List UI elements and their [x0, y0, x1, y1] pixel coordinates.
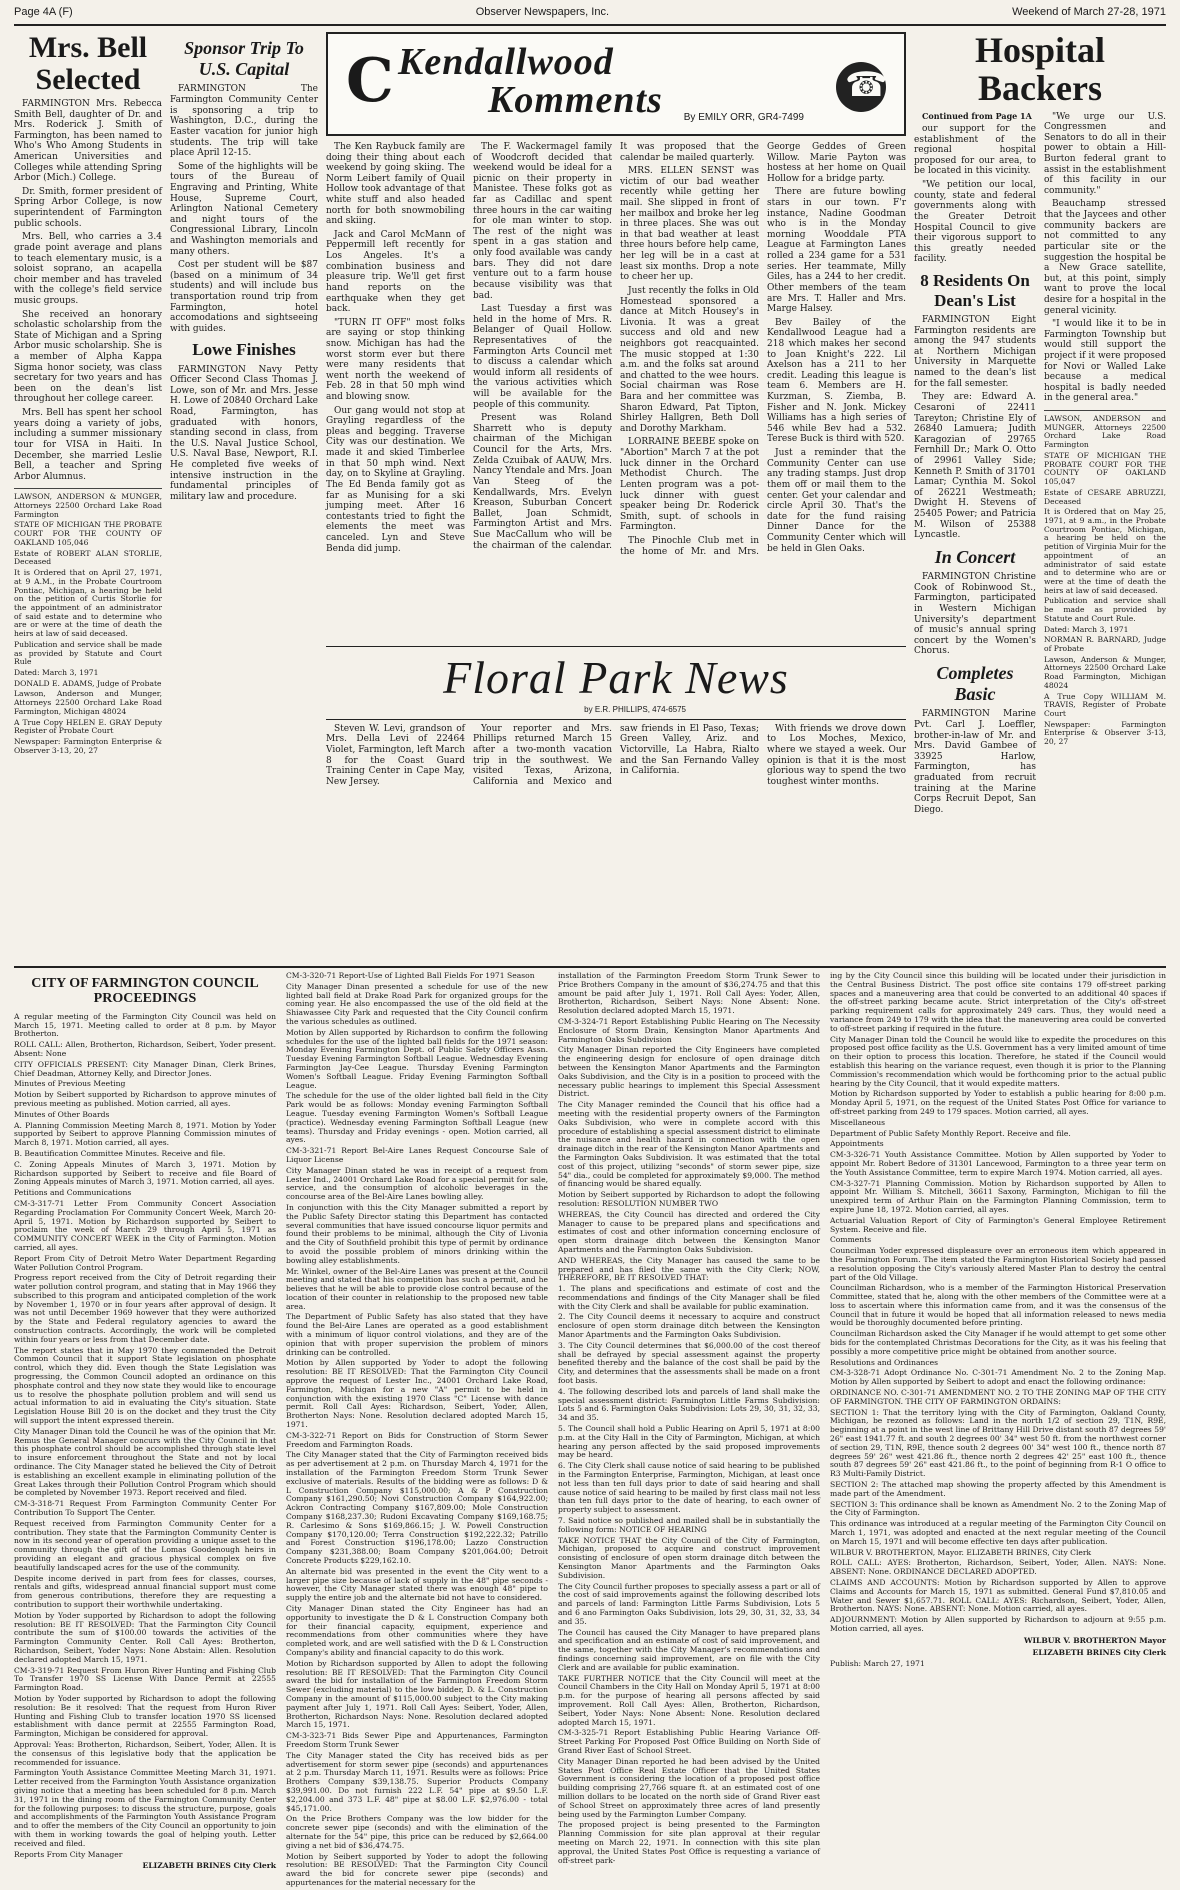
- bell-article: [14, 99, 162, 482]
- deans-headline: 8 Residents On Dean's List: [920, 270, 1030, 310]
- page-header: [14, 6, 1166, 26]
- paragraph: AND WHEREAS, the City Manager has caused the same to be prepared and has filed the same with the City Clerk; NOW, THEREFORE, BE IT RESOLVED THAT:: [558, 1255, 820, 1283]
- swirl-c-icon: C: [346, 46, 394, 116]
- paragraph: Appointments: [830, 1139, 884, 1149]
- paragraph: ing by the City Council since this building will be located under their jurisdiction in the Central Business District. The post office site contains 179 off-street parking spaces and a maneuvering area that could be converted to an additional 40 spaces if the off-street parking became acute. Strict interpretation of the City's off-street parking requirement calls for approximately 249 cars. Thus, they would need a variance from 249 to 179 with the idea that the maneuvering area could be converted to off-street parking if required in the future.: [830, 971, 1166, 1033]
- issue-date: Weekend of March 27-28, 1971: [1012, 6, 1166, 18]
- hospital-grid: [914, 112, 1166, 819]
- paragraph: Motion by Seibert supported by Richardson to approve minutes of previous meeting as published. Motion carried, all ayes.: [14, 1090, 276, 1108]
- paragraph: It is Ordered that on May 25, 1971, at 9 a.m., in the Probate Courtroom Pontiac, Michigan, a hearing be held on the petition of Virginia Muir for the appointment of an administrator of said estate and to determine who are or were at the time of death the heirs at law of said deceased.: [1044, 507, 1166, 595]
- sponsor-column: [170, 32, 318, 962]
- paragraph: CITY OFFICIALS PRESENT: City Manager Dinan, Clerk Brines, Chief Deadman, Attorney Kelly, and Director Jones.: [14, 1059, 276, 1078]
- paragraph: Motion by Richardson supported by Allen to adopt the following resolution: BE IT RESOLVED: That the Farmington City Council award the bid for installation of the Farmington Freedom Storm Sewer (excluding material) to the low bidder, D. & L. Construction Company in the amount of $115,000.00 subject to the City making payment after July 1, 1971. Roll Call Ayes: Seibert, Yoder, Allen, Brotherton, Richardson Nays: None. Resolution declared adopted March 15, 1971.: [286, 1658, 548, 1730]
- paragraph: TAKE FURTHER NOTICE that the City Council will meet at the Council Chambers in the City Hall on Monday April 5, 1971 at 8:00 p.m. for the purpose of hearing all persons affected by said improvement. Roll Call Ayes: Allen, Brotherton, Richardson, Seibert, Yoder Nays: None Absent: None. Resolution declared adopted March 15, 1971.: [558, 1673, 820, 1727]
- hospital-article-b: [1044, 112, 1166, 404]
- paragraph: ADJOURNMENT: Motion by Allen supported by Richardson to adjourn at 9:55 p.m. Motion carried, all ayes.: [830, 1615, 1166, 1633]
- paragraph: "We petition our local, county, state and federal governments along with the Greater Detroit Hospital Council to give their vigorous support to this greatly needed facility.: [914, 180, 1036, 265]
- paragraph: CM-3-325-71 Report Establishing Public Hearing Variance Off-Street Parking For Proposed Post Office Building on North Side of Grand River East of School Street.: [558, 1728, 820, 1755]
- paragraph: Motion by Yoder supported by Richardson to adopt the following resolution: BE IT RESOLVED: That the Farmington City Council contribute the sum of $100.00 towards the activities of the Farmington Community Center. Roll Call Ayes: Brotherton, Richardson, Seibert, Yoder Nays: None Abstain: Allen. Resolution declared adopted March 15, 1971.: [14, 1610, 276, 1664]
- paragraph: Your reporter and Mrs. Phillips returned March 15 after a two-month vacation trip in the southwest. We visited Texas, Arizona, California and Mexico and saw friends in El Paso, Texas; Green Valley, Ariz. and Victorville, La Habra, Rialto and the San Fernando Valley in California.: [473, 723, 759, 787]
- paragraph: 7. Said notice so published and mailed shall be in substantially the following form: NOTICE OF HEARING: [558, 1516, 820, 1534]
- upper-section: [14, 32, 1166, 962]
- paragraph: Despite income derived in part from fees for classes, courses, rentals and gifts, widespread annual financial support must come from generous contributions, therefore they are requesting a contribution to support their worthwhile undertaking.: [14, 1573, 276, 1609]
- paragraph: The Pinochle Club met in the home of Mr. and Mrs. George Geddes of Green Willow. Marie Payton was hostess at her home on Quail Hollow for a bridge party.: [620, 142, 906, 557]
- paragraph: The Council has caused the City Manager to have prepared plans and specification and an estimate of cost of said improvement, and the same, together with the City Manager's recommendations and findings concerning said improvement, are on file with the City Clerk and are available for public examination.: [558, 1627, 820, 1672]
- concert-article: [914, 572, 1036, 657]
- paragraph: Department of Public Safety Monthly Report. Receive and file.: [830, 1128, 1071, 1138]
- paragraph: CM-3-327-71 Planning Commission. Motion by Richardson supported by Allen to appoint Mr. William S. Mitchell, 36611 Saxony, Farmington, Michigan to fill the unexpired term of Arthur Plain on the Farmington Planning Commission, term to expire June 18, 1972. Motion carried, all ayes.: [830, 1178, 1166, 1214]
- paragraph: SECTION 1: That the territory lying with the City of Farmington, Oakland County, Michigan, be rezoned as follows: Land in the north 1/2 of section 29, T1N, R9E, beginning at a point in the west line of Brittany Hill Drive distant south 87 degrees 59' 26" east 1941.77 ft. and south 2 degrees 00' 34" west 50 ft. from the northwest corner of section 29, T1N, R9E, thence south 2 degrees 00' 34" west 100 ft., thence north 87 degrees 59' 26" west 421.86 ft., thence north 2 degrees 42' 25" east 100 ft., thence south 87 degrees 59' 26" east 421.86 ft., to the point of beginning from R-1 O office to R3 Multi-Family District.: [830, 1407, 1166, 1479]
- paragraph: Bev Bailey of the Kendallwood League had a 218 which makes her second to Joan Knight's 222. Lil Axelson has a 211 to her credit. Leading this league is team 6. Members are H. Kurzman, S. Ziemba, B. Fisher and N. Jonk. Mickey Williams has a high series of 546 while Bev had a 532. Terese Buck is third with 520.: [767, 317, 906, 445]
- paragraph: Lawson, Anderson & Munger, Attorneys 22500 Orchard Lake Road Farmington, Michigan 48024: [1044, 654, 1166, 690]
- paragraph: Approval: Yeas: Brotherton, Richardson, Seibert, Yoder, Allen. It is the consensus of this legislative body that the application be recommended for issuance.: [14, 1739, 276, 1767]
- paragraph: Dated: March 3, 1971: [14, 667, 99, 677]
- paragraph: Publication and service shall be made as provided by Statute and Court Rule.: [1044, 596, 1166, 623]
- paragraph: There are future bowling stars in our town. F'r instance, Nadine Goodman who is in the Monday morning Wooddale PTA League at Farmington Lanes rolled a 234 game for a 531 series. Her teammate, Milly Giles, has a 244 to her credit. Other members of the team are Mrs. T. Haller and Mrs. Marge Halsey.: [767, 187, 906, 315]
- paragraph: Dr. Smith, former president of Spring Arbor College, is now superintendent of Farmington public schools.: [14, 186, 162, 229]
- paragraph: An alternate bid was presented in the event the City went to a larger pipe size because of lack of supply in the 48" pipe seconds - however, the City Manager stated there was enough 48" pipe to supply the entire job and the alternate bid not have to considered.: [286, 1566, 548, 1603]
- paragraph: B. Beautification Committee Minutes. Receive and file.: [14, 1148, 226, 1158]
- basic-headline: Completes Basic: [936, 662, 1014, 705]
- paragraph: "I would like it to be in Farmington Township but would still support the project if it were proposed for Novi or Walled Lake because a medical hospital is badly needed in the general area.": [1044, 319, 1166, 404]
- paragraph: City Manager Dinan reported he had been advised by the United States Post Office Real Estate Officer that the United States Government is considering the location of a proposed post office building comprising 27,766 square ft. at an estimated cost of one million dollars to be located on the north side of Grand River east of School Street on approximately three acres of land presently being used by the Farmington Lumber Company.: [558, 1756, 820, 1819]
- paragraph: 2. The City Council deems it necessary to acquire and construct enclosure of open storm drainage ditch between the Kensington Manor Apartments and the Farmington Oaks Subdivision.: [558, 1312, 820, 1340]
- paragraph: The City Manager stated that the City of Farmington received bids as per advertisement at 2 p.m. on Thursday March 4, 1971 for the installation of the Farmington Freedom Storm Trunk Sewer exclusive of materials. Results of the bidding were as follows: D & L Construction Company $115,000.00; A & P Construction Company $161,290.50; Novi Construction Company $164,922.00; Ackron Contracting Company $167,809.00; Mole Construction Company $168,237.30; Rudoni Excavating Company $169,168.75; R. Carlesimo & Sons $169,866.15; J. W. Powell Construction Company $170,120.00; Terra Construction $192,222.32; Patrillo and Forest Construction $196,178.00; Lazzo Construction Company $231,388.00; Boam Company $201,064.00; Detroit Concrete Products $229,162.10.: [286, 1450, 548, 1565]
- paragraph: Our gang would not stop at Grayling regardless of the pleas and begging. Traverse City was our destination. We made it and skied Timberlee in that 50 mph wind. Next day, on to Skyline at Grayling. The Ed Benda family got as far as Munising for a ski jumping meet. After 16 contestants tried to fight the elements the meet was canceled. Lyn and Steve Benda did jump.: [326, 405, 465, 554]
- paragraph: A regular meeting of the Farmington City Council was held on March 15, 1971. Meeting called to order at 8 p.m. by Mayor Brotherton.: [14, 1011, 276, 1039]
- paragraph: WILBUR V. BROTHERTON, Mayor. ELIZABETH BRINES, City Clerk: [830, 1547, 1092, 1557]
- continued-note: Continued from Page 1A: [922, 110, 1032, 121]
- paragraph: Actuarial Valuation Report of City of Farmington's General Employee Retirement System. Receive and file.: [830, 1215, 1166, 1234]
- paragraph: A True Copy HELEN E. GRAY Deputy Register of Probate Court: [14, 717, 162, 736]
- paragraph: 3. The City Council determines that $6,000.00 of the cost thereof shall be defrayed by special assessment against the property benefited thereby and the balance of the cost shall be paid by the City, and determines that the assessments shall be made on a front foot basis.: [558, 1340, 820, 1386]
- paragraph: Mrs. Bell, who carries a 3.4 grade point average and plans to teach elementary music, is a soloist soprano, an acapella choir member and has traveled with the college's field service music groups.: [14, 232, 162, 306]
- paragraph: SECTION 2: The attached map showing the property affected by this Amendment is made part of the Amendment.: [830, 1480, 1166, 1498]
- council-text-4: [830, 972, 1166, 1634]
- paragraph: City Manager Dinan stated the City Engineer has had an opportunity to investigate the D & L Construction Company both for their financial capacity, equipment, experience and recommendations from other communities where they have completed work, and are well satisfied with the D & L Construction Company's ability and financial capacity to do this work.: [286, 1603, 548, 1657]
- paragraph: Motion by Allen supported by Yoder to adopt the following resolution: BE IT RESOLVED: That the Farmington City Council approve the request of Lester Inc., 24001 Orchard Lake Road, Farmington, Michigan for a new "A" permit to be held in conjunction with the existing 1970 Class "C" License with dance permit. Roll Call Ayes: Richardson, Seibert, Yoder, Allen, Brotherton Nays: None. Resolution declared adopted March 15, 1971.: [286, 1358, 548, 1430]
- paragraph: DONALD E. ADAMS, Judge of Probate: [14, 678, 162, 688]
- paragraph: 6. The City Clerk shall cause notice of said hearing to be published in the Farmington Enterprise, Farmington, Michigan, at least once not less than ten full days prior to date of said hearing and shall cause notice of said hearing to be mailed by first class mail not less than ten full days prior to the date of hearing, to each owner of property subject to assessment.: [558, 1461, 820, 1515]
- paragraph: City Manager Dinan reported the City Engineers have completed the engineering design for enclosure of open drainage ditch between the Kensington Manor Apartments and the Farmington Oaks Subdivision, and the City is in a position to proceed with the necessary public hearings to implement this Special Assessment District.: [558, 1045, 820, 1099]
- center-column: [326, 32, 906, 962]
- paragraph: CM-3-324-71 Report Establishing Public Hearing on The Necessity Enclosure of Storm Drain, Kensington Manor Apartments And Farmington Oaks Subdivision: [558, 1016, 820, 1044]
- paragraph: The F. Wackermagel family of Woodcroft decided that weekend would be ideal for a picnic on their property in Manistee. These folks got as far as Cadillac and spent three hours in the car waiting for ole man winter to stop. The rest of the night was spent in a gas station and only food available was candy bars. They did not dare venture out to a farm house because visibility was that bad.: [473, 142, 612, 301]
- bell-headline: Mrs. Bell Selected: [28, 31, 148, 96]
- page-label: Page 4A (F): [14, 6, 73, 18]
- paragraph: Beauchamp stressed that the Jaycees and other community backers are not committed to any particular site or the suggestion the hospital be a New Grace satellite, but, at this point, simply want to prove the local desire for a hospital in the general vicinity.: [1044, 199, 1166, 316]
- paragraph: 1. The plans and specifications and estimate of cost and the recommendations and findings of the City Manager shall be filed with the City Clerk and shall be available for public examination.: [558, 1284, 820, 1311]
- paragraph: ORDINANCE NO. C-301-71 AMENDMENT NO. 2 TO THE ZONING MAP OF THE CITY OF FARMINGTON. THE CITY OF FARMINGTON ORDAINS:: [830, 1388, 1166, 1406]
- paragraph: A. Planning Commission Meeting March 8, 1971. Motion by Yoder supported by Seibert to approve Planning Commission minutes of March 8, 1971. Motion carried, all ayes.: [14, 1120, 276, 1148]
- clerk-signature-1: ELIZABETH BRINES City Clerk: [142, 1861, 276, 1871]
- paragraph: "TURN IT OFF" most folks are saying or stop thinking snow. Michigan has had the worst storm ever but there were many residents that went north the weekend of Feb. 28 in that 50 mph wind and blowing snow.: [326, 317, 465, 403]
- paragraph: FARMINGTON Navy Petty Officer Second Class Thomas J. Lowe, son of Mr. and Mrs. Jesse H. Lowe of 20840 Orchard Lake Road, Farmington, has graduated with honors, standing second in class, from the U.S. Naval Justice School, U.S. Naval Base, Newport, R.I. He completed five weeks of intensive instruction in the fundamental principles of military law and procedure.: [170, 364, 318, 502]
- paragraph: Newspaper: Farmington Enterprise & Observer 3-13, 20, 27: [14, 737, 162, 755]
- paragraph: Resolutions and Ordinances: [830, 1357, 939, 1367]
- paragraph: Newspaper: Farmington Enterprise & Observer 3-13, 20, 27: [1044, 719, 1166, 747]
- paragraph: The schedule for the use of the older lighted ball field in the City Park would be as follows: Monday evening Farmington Softball League. Tuesday evening Farmington Women's Softball League (practice). Wednesday evening Farmington Softball League (new teams). Thursday and Friday evenings - open. Motion carried, all ayes.: [286, 1091, 548, 1145]
- komments-title: Komments: [488, 79, 663, 121]
- paragraph: CM-3-326-71 Youth Assistance Committee. Motion by Allen supported by Yoder to appoint Mr. Robert Bedore of 31301 Lancewood, Farmington to a three year term on the Youth Assistance Committee, term to expire March 1974. Motion carried, all ayes.: [830, 1150, 1166, 1177]
- paragraph: City Manager Dinan presented a schedule for use of the new lighted ball field at Drake Road Park for organized groups for the coming year. He also encompassed the use of the old field at the Shiawassee City Park and requested that the City Council confirm the various schedules as outlined.: [286, 981, 548, 1026]
- basic-article: [914, 709, 1036, 815]
- paragraph: FARMINGTON Marine Pvt. Carl J. Loeffler, brother-in-law of Mr. and Mrs. David Gambee of 33925 Harlow, Farmington, has graduated from recruit training at the Marine Corps Recruit Depot, San Diego.: [914, 709, 1036, 815]
- council-col-1: [14, 972, 276, 1890]
- paragraph: FARMINGTON Mrs. Rebecca Smith Bell, daughter of Dr. and Mrs. Roderick J. Smith of Farmington, has been named to Who's Who Among Students in American Universities and Colleges while attending Spring Arbor (Mich.) College.: [14, 99, 162, 184]
- paragraph: "We urge our U.S. Congressmen and Senators to do all in their power to obtain a Hill-Burton federal grant to assist in the establishment of this facility in our community.": [1044, 111, 1166, 196]
- paragraph: Motion by Allen supported by Richardson to confirm the following schedules for the use of the lighted ball fields for the 1971 season: Monday Evening Farmington Dept. of Public Safety Officers Assn. Tuesday Evening Farmington Softball League. Wednesday Evening Farmington Jay-Cee League. Thursday Evening Farmington Women's Softball League. Friday Evening Farmington Softball League.: [286, 1027, 548, 1090]
- sponsor-headline: Sponsor Trip To U.S. Capital: [184, 38, 304, 80]
- paragraph: Motion by Seibert supported by Richardson to adopt the following resolution: RESOLUTION NUMBER TWO: [558, 1190, 820, 1208]
- paragraph: Motion by Richardson supported by Yoder to establish a public hearing for 8:00 p.m. Monday April 5, 1971, on the request of the United States Post Office for variance to off-street parking from 249 to 179 spaces. Motion carried, all ayes.: [830, 1089, 1166, 1116]
- kendallwood-title: Kendallwood: [398, 41, 614, 83]
- kendallwood-byline: By EMILY ORR, GR4-7499: [683, 112, 804, 124]
- paragraph: CM-3-320-71 Report-Use of Lighted Ball Fields For 1971 Season: [286, 971, 535, 980]
- paragraph: The City Council further proposes to specially assess a part or all of the cost of said improvements against the following described lots and parcels of land: Farmington Little Farms Subdivision, Lots 5 and 6 ano Farmington Oaks Subdivision, lots 29, 30, 31, 32, 33, 34 and 35.: [558, 1581, 820, 1626]
- paragraph: Estate of CESARE ABRUZZI, Deceased: [1044, 487, 1166, 506]
- concert-headline: In Concert: [934, 546, 1016, 567]
- paragraph: With friends we drove down to Los Moches, Mexico, where we stayed a week. Our opinion is that it is the most glorious way to spend the two toughest winter months.: [767, 723, 906, 787]
- paragraph: ROLL CALL: AYES: Brotherton, Richardson, Seibert, Yoder, Allen. NAYS: None. ABSENT: None. ORDINANCE DECLARED ADOPTED.: [830, 1558, 1166, 1577]
- council-col-2: [286, 972, 548, 1890]
- paragraph: Miscellaneous: [830, 1117, 885, 1127]
- paragraph: Councilman Richardson, who is a member of the Farmington Historical Preservation Committee, stated that he, along with the other members of the Committee were at a loss to ascertain where this information came from, and it was the consensus of the Council that in future it would be hoped that all information released to news media would be thoroughly documented before printing.: [830, 1283, 1166, 1328]
- paragraph: C. Zoning Appeals Minutes of March 3, 1971. Motion by Richardson supported by Seibert to receive and file Board of Zoning Appeals minutes of March 3, 1971. Motion carried, all ayes.: [14, 1159, 276, 1187]
- paragraph: NORMAN R. BARNARD, Judge of Probate: [1044, 635, 1166, 654]
- paragraph: Estate of ROBERT ALAN STORLIE, Deceased: [14, 548, 162, 567]
- paragraph: Mr. Winkel, owner of the Bel-Aire Lanes was present at the Council meeting and stated that his competition has such a permit, and he believes that he will be able to provide close control because of the location of their counter in relationship to the proposed new table area.: [286, 1266, 548, 1311]
- hospital-right: [1044, 112, 1166, 819]
- hospital-headline: Hospital Backers: [974, 30, 1106, 108]
- paragraph: Farmington Youth Assistance Committee Meeting March 31, 1971. Letter received from the Farmington Youth Assistance organization giving notice that a meeting has been scheduled for 8 p.m. March 31, 1971 in the dining room of the Farmington Community Center for the following purposes: to discuss the structure, purpose, goals and accomplishments of the Farmington Youth Assistance Program and to offer the members of the City Council an opportunity to join with them in working towards the goal of helping youth. Letter received and filed.: [14, 1768, 276, 1848]
- paragraph: City Manager Dinan told the Council he was of the opinion that Mr. Remus the General Manager concurs with the City Council in that this phosphate control should be accomplished through state level to insure enforcement throughout the State and not by local ordinance. The City Manager stated he believed the City of Detroit is establishing an excellent example in eliminating pollution of the Great Lakes through their Pollution Control Program which should be completed by November 1973. Report received and filed.: [14, 1426, 276, 1498]
- council-text-3: [558, 972, 820, 1865]
- paragraph: FARMINGTON Christine Cook of Robinwood St., Farmington, participated in Western Michigan University's department of music's annual spring concert by the Women's Chorus.: [914, 572, 1036, 657]
- paragraph: STATE OF MICHIGAN THE PROBATE COURT FOR THE COUNTY OF OAKLAND 105,046: [14, 520, 162, 547]
- paragraph: FARMINGTON Eight Farmington residents are among the 947 students at Northern Michigan University in Marquette named to the dean's list for the fall semester.: [914, 315, 1036, 389]
- paragraph: This ordinance was introduced at a regular meeting of the Farmington City Council on March 1, 1971, was adopted and enacted at the next regular meeting of the Council on March 15, 1971 and will become effective ten days after publication.: [830, 1519, 1166, 1546]
- legal-notice-storlie: [14, 488, 162, 755]
- publish-date: Publish: March 27, 1971: [830, 1659, 925, 1669]
- sponsor-article: [170, 84, 318, 334]
- paragraph: LAWSON, ANDERSON & MUNGER, Attorneys 22500 Orchard Lake Road Farmington: [14, 492, 162, 519]
- council-text-1: [14, 1013, 276, 1860]
- paragraph: Comments: [830, 1235, 872, 1245]
- council-text-2: [286, 972, 548, 1888]
- council-col-4: [830, 972, 1166, 1890]
- paragraph: The Ken Raybuck family are doing their thing about each weekend by going skiing. The Norm Leibert family of Quail Hollow took advantage of that white stuff and also headed north for both snowmobiling and skiing.: [326, 142, 465, 227]
- kendallwood-banner: [326, 32, 906, 136]
- paragraph: CM-3-318-71 Request From Farmington Community Center For Contribution To Support The Center.: [14, 1499, 276, 1518]
- paragraph: 4. The following described lots and parcels of land shall make the special assessment district: Farmington Little Farms Subdivision: Lots 5 and 6. Farmington Oaks Subdivision: Lots 29, 30, 31, 32, 33, 34 and 35.: [558, 1386, 820, 1423]
- bell-column: [14, 32, 162, 962]
- kendallwood-article: [326, 142, 906, 642]
- paragraph: LAWSON, ANDERSON and MUNGER, Attorneys 22500 Orchard Lake Road Farmington: [1044, 414, 1166, 450]
- paragraph: Request received from Farmington Community Center for a contribution. They state that the Farmington Community Center is now in its second year of operation providing a unique asset to the community through the gift of the Lomas Goodenough heirs in providing an elegant and gracious physical complex on five beautifully landscaped acres for the use of the community.: [14, 1518, 276, 1572]
- paragraph: TAKE NOTICE THAT the City Council of the City of Farmington, Michigan, proposed to acquire and construct improvement consisting of enclosure of open storm drainage ditch between the Kensington Manor Apartments and the Farmington Oaks Subdivision.: [558, 1535, 820, 1580]
- hospital-article-a: [914, 124, 1036, 265]
- paragraph: Some of the highlights will be tours of the Bureau of Engraving and Printing, White House, Supreme Court, Arlington National Cemetery and night tours of the Congressional Library, Lincoln and Washington memorials and many others.: [170, 161, 318, 257]
- paragraph: Last Tuesday a first was held in the home of Mrs. R. Belanger of Quail Hollow. Representatives of the Farmington Arts Council met to discuss a calendar which would inform all residents of the various activities which will be available for the people of this community.: [473, 304, 612, 410]
- paragraph: Councilman Richardson asked the City Manager if he would attempt to get some other bids for the contemplated Christmas Decorations for the City, as it was his feeling that possibly a more competitive price might be obtained from another source.: [830, 1329, 1166, 1356]
- telephone-icon: [836, 62, 886, 112]
- paragraph: 5. The Council shall hold a Public Hearing on April 5, 1971 at 8:00 p.m. at the City Hall in the City of Farmington, Michigan, at which hearing any person affected by the said proposed improvements may be heard.: [558, 1424, 820, 1460]
- paragraph: She received an honorary scholastic scholarship from the State of Michigan and a Spring Arbor music scholarship. She is a member of Alpha Kappa Sigma honor society, was class secretary for two years and has been on the dean's list throughout her college career.: [14, 309, 162, 405]
- deans-article: [914, 315, 1036, 541]
- paragraph: Motion by Seibert supported by Yoder to adopt the following resolution: BE RESOLVED: That the Farmington City Council award the bid for concrete sewer pipe (seconds) and appurtenances for the material necessary for the: [286, 1851, 548, 1887]
- paragraph: CLAIMS AND ACCOUNTS: Motion by Richardson supported by Allen to approve Claims and Accounts for March 15, 1971 as submitted. General Fund $7,810.05 and Water and Sewer $1,657.71. ROLL CALL: AYES: Richardson, Seibert, Yoder, Allen, Brotherton. NAYS: None. ABSENT: None. Motion carried, all ayes.: [830, 1578, 1166, 1614]
- paragraph: Just recently the folks in Old Homestead sponsored a dance at Mitch Housey's in Livonia. It was a great success and old and new neighbors got reacquainted. The music stopped at 1:30 a.m. and the folks sat around and chatted to the wee hours. Social chairman was Rose Bara and her committee was Sharon Edward, Pat Tipton, Shirley Hallgren, Beth Doll and Dorothy Markham.: [620, 285, 759, 434]
- council-headline: CITY OF FARMINGTON COUNCIL PROCEEDINGS: [31, 976, 259, 1007]
- paragraph: WHEREAS, the City Council has directed and ordered the City Manager to cause to be prepared plans and specifications and estimates of cost and other information concerning enclosure of open storm drainage ditch between the Kensington Manor Apartments and the Farmington Oaks Subdivision.: [558, 1209, 820, 1254]
- paragraph: The City Manager stated the City has received bids as per advertisement for storm sewer pipe (seconds) and appurtenances at 2 p.m. Thursday March 11, 1971. Results were as follows: Price Brothers Company $39,138.75. Superior Products Company $39,991.00. Do not furnish 222 L.F. 54" pipe at $9.50 L.F. $2,204.00 and 373 L.F. 48" pipe at $8.00 L.F. $2,976.00 - total $45,171.00.: [286, 1750, 548, 1813]
- hospital-column: [914, 32, 1166, 962]
- paragraph: CM-3-328-71 Adopt Ordinance No. C-301-71 Amendment No. 2 to the Zoning Map. Motion by Allen supported by Seibert to adopt and enact the following ordinance:: [830, 1368, 1166, 1387]
- publisher-name: Observer Newspapers, Inc.: [475, 6, 610, 18]
- paragraph: Minutes of Previous Meeting: [14, 1079, 126, 1089]
- paragraph: MRS. ELLEN SENST was victim of our bad weather recently while getting her mail. She slipped in front of her mailbox and broke her leg in three places. She was out in that bad weather at least three hours before help came, her leg will be in a cast at least six months. Drop a note to cheer her up.: [620, 166, 759, 283]
- paragraph: Cost per student will be $87 (based on a minimum of 34 students) and will include bus transportation round trip from Farmington, hotel accomodations and sightseeing with guides.: [170, 260, 318, 334]
- clerk-signature-2: ELIZABETH BRINES City Clerk: [1032, 1647, 1166, 1657]
- legal-notice-abruzzi: [1044, 410, 1166, 747]
- floral-byline: by E.R. PHILLIPS, 474-6575: [584, 705, 686, 715]
- hospital-left: [914, 112, 1036, 819]
- council-col-3: [558, 972, 820, 1890]
- paragraph: installation of the Farmington Freedom Storm Trunk Sewer to Price Brothers Company in the amount of $36,274.75 and that this amount be paid after July 1, 1971. Roll Call Ayes: Yoder, Allen, Brotherton, Richardson, Seibert Nays: None Absent: None. Resolution declared adopted March 15, 1971.: [558, 971, 820, 1016]
- paragraph: Mrs. Bell has spent her school years doing a variety of jobs, including a summer missionary tour for VISA in Haiti. In December, she married Leslie Bell, a teacher and Spring Arbor Alumnus.: [14, 408, 162, 482]
- paragraph: ROLL CALL: Allen, Brotherton, Richardson, Seibert, Yoder present. Absent: None: [14, 1040, 276, 1058]
- paragraph: CM-3-319-71 Request From Huron River Hunting and Fishing Club To Transfer 1970 SS License With Dance Permit at 22555 Farmington Road.: [14, 1665, 276, 1693]
- paragraph: Lawson, Anderson and Munger, Attorneys 22500 Orchard Lake Road Farmington, Michigan 48024: [14, 689, 162, 716]
- paragraph: They are: Edward A. Cesaroni of 22411 Tareyton; Christine Ely of 26840 Lamuera; Judith Karagozian of 29765 Fernhill Dr.; Mark O. Otto of 29961 Valley Side; Kenneth P. Smith of 31701 Lamar; Cynthia M. Sokol of 26221 Westmeath; Dwight H. Stevens of 25405 Power; and Patricia M. Wilson of 25388 Lyncastle.: [914, 392, 1036, 541]
- paragraph: Present was Roland Sharrett who is deputy chairman of the Michigan Council for the Arts, Mrs. Zelda Czuibak of AAUW, Mrs. Nancy Ytendale and Mrs. Joan Van Steeg of the Kendallwards, Mrs. Evelyn Kreason, Suburban Concert Ballet, Joan Schmidt, Farmington Artist and Mrs. Sue MacCallum who will be the chairman of the calendar. It was proposed that the calendar be mailed quarterly.: [473, 142, 759, 551]
- paragraph: our support for the establishment of the regional hospital proposed for our area, to be located in this vicinity.: [914, 124, 1036, 177]
- paragraph: The proposed project is being presented to the Farmington Planning Commission for site plan approval at their regular meeting on March 22, 1971. In connection with this site plan approval, the United States Post Office is requesting a variance of off-street park-: [558, 1820, 820, 1865]
- paragraph: LORRAINE BEEBE spoke on "Abortion" March 7 at the pot luck dinner in the Orchard Methodist Church. The Lenten program was a pot-luck dinner with guest speaker being Dr. Roderick Smith, supt. of schools in Farmington.: [620, 437, 759, 533]
- paragraph: CM-3-322-71 Report on Bids for Construction of Storm Sewer Freedom and Farmington Roads.: [286, 1430, 548, 1449]
- paragraph: A True Copy WILLIAM M. TRAVIS, Register of Probate Court: [1044, 691, 1166, 719]
- paragraph: STATE OF MICHIGAN THE PROBATE COURT FOR THE COUNTY OF OAKLAND 105,047: [1044, 450, 1166, 487]
- paragraph: Councilman Yoder expressed displeasure over an erroneous item which appeared in the Farmington Forum. The item stated the Farmington Historical Society had passed a resolution opposing the City's variously altered Master Plan to destroy the central part of the Old Village.: [830, 1246, 1166, 1282]
- paragraph: Publication and service shall be made as provided by Statute and Court Rule: [14, 639, 162, 667]
- paragraph: The report states that in May 1970 they commended the Detroit Common Council that it support State legislation on phosphate control, which they did. Even though the State Legislation was progressing, the Common Council adopted an ordinance on this phosphate control and they now state they would like to encourage us to resolve the phosphate pollution problem and will send us actual information to aid in evaluating the City's situation. State Legislation House Bill 20 is on the docket and they trust the City will support the intent expressed therein.: [14, 1345, 276, 1426]
- paragraph: The City Manager reminded the Council that his office had a meeting with the residential property owners of the Farmington Oaks Subdivision, who were in complete accord with this procedure of establishing a special assessment district to eliminate the nuisance and health hazard in connection with the open drainage ditch in the rear of the Kensington Manor Apartments and the Farmington Oaks Subdivision. It was estimated that the total cost of this project, utilizing "seconds" of storm sewer pipe, size 54" dia., could be completed for approximately $9,000. The method of financing would be shared equally.: [558, 1100, 820, 1189]
- paragraph: CM-3-323-71 Bids Sewer Pipe and Appurtenances, Farmington Freedom Storm Trunk Sewer: [286, 1731, 548, 1749]
- paragraph: City Manager Dinan stated he was in receipt of a request from Lester Ind., 24001 Orchard Lake Road for a special permit for sale, service, and the consumption of alcoholic beverages in the concourse area of the Bel-Aire Lanes bowling alley.: [286, 1165, 548, 1202]
- lowe-article: [170, 365, 318, 503]
- floral-banner: [326, 646, 906, 720]
- paragraph: Reports From City Manager: [14, 1849, 123, 1859]
- paragraph: Minutes of Other Boards: [14, 1109, 110, 1119]
- paragraph: FARMINGTON The Farmington Community Center is sponsoring a trip to Washington, D.C., during the Easter vacation for junior high students. The trip will take place April 12-15.: [170, 84, 318, 159]
- paragraph: SECTION 3: This ordinance shall be known as Amendment No. 2 to the Zoning Map of the City of Farmington.: [830, 1499, 1166, 1518]
- paragraph: On the Price Brothers Company was the low bidder for the concrete sewer pipe (seconds) and with the elimination of the alternate for the 54" pipe, this price can be reduced by $2,664.00 giving a net bid of $36,474.75.: [286, 1814, 548, 1850]
- floral-article: [326, 724, 906, 836]
- paragraph: City Manager Dinan told the Council he would like to expedite the procedures on this proposed post office facility as the U.S. Government has a very limited amount of time on their option to process this location. Therefore, he stated if the Council would establish this hearing on the variance request, even though it is prior to the Planning Commission's recommendation which would be forthcoming prior to the actual public hearing by the City Council, that it would expedite matters.: [830, 1034, 1166, 1088]
- paragraph: Progress report received from the City of Detroit regarding their water pollution control program, and stating that in May 1966 they subscribed to this program and anticipated completion of the work by November 1, 1970 or in four years after approval of design. It was not until December 1969 however that they were authorized by the State and Federal regulatory agencies to award the construction contracts. Accordingly, the work will be completed within four years or less from that December date.: [14, 1273, 276, 1344]
- paragraph: The Department of Public Safety has also stated that they have found the Bel-Aire Lanes are operated as a good establishment with a minimum of liquor control violations, and they are of the opinion that with proper supervision the problem of minors drinking can be controlled.: [286, 1312, 548, 1357]
- paragraph: It is Ordered that on April 27, 1971, at 9 A.M., in the Probate Courtroom Pontiac, Michigan, a hearing be held on the petition of Curtis Storlie for the appointment of an administrator of said estate and to determine who are or were at the time of death the heirs at law of said deceased.: [14, 568, 162, 639]
- paragraph: CM-3-317-71 Letter From Community Concert Association Regarding Proclamation For Community Concert Week, March 20-April 5, 1971. Motion by Richardson supported by Seibert to proclaim the week of March 29 through April 5, 1971 as COMMUNITY CONCERT WEEK in the City of Farmington. Motion carried, all ayes.: [14, 1198, 276, 1252]
- paragraph: Just a reminder that the Community Center can use any trading stamps. Just drop them off or mail them to the center. Get your calendar and circle April 30. That's the date for the fund raising Dinner Dance for the Community Center which will be held in Glen Oaks.: [767, 448, 906, 554]
- paragraph: Petitions and Communications: [14, 1188, 132, 1198]
- paragraph: Motion by Yoder supported by Richardson to adopt the following resolution: Be it resolved: That the request from Huron River Hunting and Fishing Club to transfer location 1970 SS licensed establishment with dance permit at 22555 Farmington Road, Farmington, Michigan be considered for approval.: [14, 1693, 276, 1739]
- paragraph: Jack and Carol McMann of Peppermill left recently for Los Angeles. It's a combination business and pleasure trip. We'll get first hand reports on the earthquake when they get back.: [326, 229, 465, 315]
- mayor-signature: WILBUR V. BROTHERTON Mayor: [1023, 1635, 1166, 1645]
- paragraph: Dated: March 3, 1971: [1044, 624, 1129, 634]
- floral-title: Floral Park News: [443, 652, 789, 703]
- paragraph: Steven W. Levi, grandson of Mrs. Della Levi of 22464 Violet, Farmington, left March 8 for the Coast Guard Training Center in Cape May, New Jersey.: [326, 723, 465, 787]
- section-divider: [14, 966, 1166, 968]
- paragraph: In conjunction with this the City Manager submitted a report by the Public Safety Director stating this Department has contacted several communities that have issued concourse liquor permits and found their problems to be minimal, although the City of Livonia and the City of Southfield prohibit this type of permit by ordinance to avoid the possible problem of minors drinking within the bowling alley establishments.: [286, 1202, 548, 1265]
- lowe-headline: Lowe Finishes: [192, 340, 296, 360]
- paragraph: Report From City of Detroit Metro Water Department Regarding Water Pollution Control Program.: [14, 1253, 276, 1272]
- paragraph: CM-3-321-71 Report Bel-Aire Lanes Request Concourse Sale of Liquor License: [286, 1146, 548, 1164]
- council-section: [14, 971, 1166, 1887]
